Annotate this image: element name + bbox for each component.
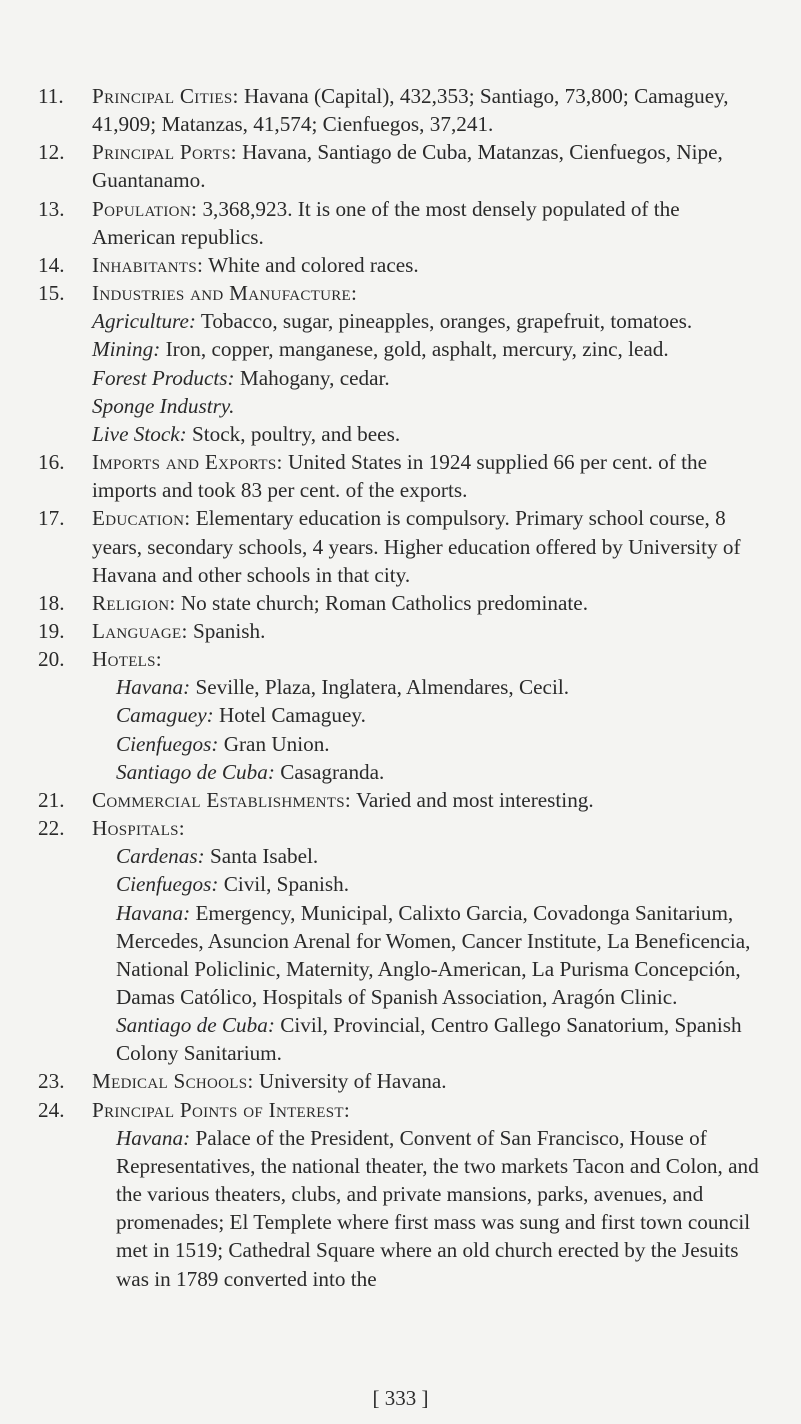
entry-text: Havana, Santiago de Cuba, Matanzas, Cienfuegos, Nipe, Guantanamo. <box>92 140 723 193</box>
entry-number: 15. <box>38 281 65 306</box>
entry-number: 20. <box>38 647 65 672</box>
entry-heading: Principal Cities: <box>92 84 239 108</box>
entry-text: Elementary education is compulsory. Primary school course, 8 years, secondary schools, 4 years. Higher education offered by University of Havana and other schools in that city. <box>92 506 741 587</box>
entry-text: Spanish. <box>187 618 266 643</box>
hotel-city: Santiago de Cuba: <box>116 759 275 784</box>
entry-heading: Hotels: <box>92 647 162 672</box>
page-body <box>38 82 764 1293</box>
entry-number: 11. <box>38 84 64 108</box>
entry-number: 22. <box>38 816 65 841</box>
industry-label: Sponge Industry. <box>92 393 235 418</box>
hotel-item <box>92 673 764 701</box>
hospital-city: Cienfuegos: <box>116 872 219 897</box>
industry-label: Agriculture: <box>92 309 196 334</box>
industry-text: Iron, copper, manganese, gold, asphalt, mercury, zinc, lead. <box>160 337 669 362</box>
entry-text: United States in 1924 supplied 66 per cent. of the imports and took 83 per cent. of the exports. <box>92 450 707 503</box>
hospital-text: Emergency, Municipal, Calixto Garcia, Covadonga Sanitarium, Mercedes, Asuncion Arenal for Women, Cancer Institute, La Beneficencia, National Policlinic, Maternity, Anglo-American, La Purisma Concepción, Damas Católico, Hospitals of Spanish Association, Aragón Clinic. <box>116 900 751 1009</box>
industry-item <box>92 392 764 420</box>
industry-item <box>92 420 764 448</box>
entry-text: University of Havana. <box>253 1069 447 1094</box>
entry-imports-exports <box>38 448 764 504</box>
point-city: Havana: <box>116 1125 191 1150</box>
entry-principal-ports <box>38 138 764 194</box>
entry-principal-cities <box>38 82 764 138</box>
point-item <box>92 1124 764 1293</box>
entry-heading: Principal Ports: <box>92 140 237 165</box>
hospital-text: Civil, Provincial, Centro Gallego Sanatorium, Spanish Colony Sanitarium. <box>116 1013 742 1066</box>
entry-text: Havana (Capital), 432,353; Santiago, 73,800; Camaguey, 41,909; Matanzas, 41,574; Cienfuegos, 37,241. <box>92 84 729 137</box>
entry-heading: Language: <box>92 618 188 643</box>
industry-text: Mahogany, cedar. <box>234 365 390 390</box>
entry-number: 16. <box>38 450 65 475</box>
entry-heading: Religion: <box>92 590 176 615</box>
hospital-text: Civil, Spanish. <box>218 872 350 897</box>
entry-heading: Hospitals: <box>92 816 185 841</box>
hospital-city: Cardenas: <box>116 844 205 869</box>
hotel-item <box>92 730 764 758</box>
point-text: Palace of the President, Convent of San Francisco, House of Representatives, the national theater, the two markets Tacon and Colon, and the various theaters, clubs, and private mansions, parks, avenues, and promenades; El Templete where first mass was sung and first town council met in 1519; Cathedral Square where an old church erected by the Jesuits was in 1789 converted into the <box>116 1125 759 1291</box>
entry-heading: Inhabitants: <box>92 252 204 277</box>
industry-label: Mining: <box>92 337 161 362</box>
industry-item <box>92 307 764 335</box>
entry-text: White and colored races. <box>203 252 419 277</box>
industry-text: Stock, poultry, and bees. <box>186 421 401 446</box>
entry-hotels <box>38 645 764 786</box>
entry-heading: Principal Points of Interest: <box>92 1097 351 1122</box>
entry-population <box>38 195 764 251</box>
entry-number: 23. <box>38 1069 65 1094</box>
hospital-city: Havana: <box>116 900 191 925</box>
entry-number: 24. <box>38 1097 65 1122</box>
hotel-text: Hotel Camaguey. <box>213 703 366 728</box>
industry-text: Tobacco, sugar, pineapples, oranges, grapefruit, tomatoes. <box>195 309 693 334</box>
entry-number: 12. <box>38 140 65 165</box>
entry-points-of-interest <box>38 1096 764 1293</box>
hospital-item <box>92 842 764 870</box>
entry-number: 13. <box>38 196 65 221</box>
entry-number: 19. <box>38 618 65 643</box>
entry-heading: Imports and Exports: <box>92 450 283 475</box>
entry-hospitals <box>38 814 764 1067</box>
entry-number: 18. <box>38 590 65 615</box>
industry-label: Forest Products: <box>92 365 235 390</box>
hotel-text: Seville, Plaza, Inglatera, Almendares, Cecil. <box>190 675 570 700</box>
hotel-city: Havana: <box>116 675 191 700</box>
hotel-item <box>92 758 764 786</box>
hotel-item <box>92 701 764 729</box>
entry-text: Varied and most interesting. <box>351 787 594 812</box>
hospital-text: Santa Isabel. <box>204 844 319 869</box>
entry-commercial <box>38 786 764 814</box>
hotel-text: Casagranda. <box>274 759 385 784</box>
entry-heading: Commercial Establishments: <box>92 787 352 812</box>
entry-number: 14. <box>38 252 65 277</box>
hospital-city: Santiago de Cuba: <box>116 1013 275 1038</box>
hotel-city: Camaguey: <box>116 703 214 728</box>
entry-heading: Education: <box>92 506 191 531</box>
page-number: [ 333 ] <box>372 1386 429 1410</box>
industry-item <box>92 335 764 363</box>
hotel-text: Gran Union. <box>218 731 330 756</box>
entry-industries <box>38 279 764 448</box>
industry-item <box>92 364 764 392</box>
entry-language <box>38 617 764 645</box>
entry-number: 17. <box>38 506 65 531</box>
entry-inhabitants <box>38 251 764 279</box>
hospital-item <box>92 899 764 1012</box>
hospital-item <box>92 870 764 898</box>
entry-medical-schools <box>38 1067 764 1095</box>
entry-heading: Industries and Manufacture: <box>92 281 358 306</box>
entry-religion <box>38 589 764 617</box>
entry-number: 21. <box>38 787 65 812</box>
hospital-item <box>92 1011 764 1067</box>
entry-education <box>38 504 764 588</box>
entry-text: No state church; Roman Catholics predominate. <box>175 590 589 615</box>
entry-heading: Medical Schools: <box>92 1069 254 1094</box>
hotel-city: Cienfuegos: <box>116 731 219 756</box>
entry-heading: Population: <box>92 196 198 221</box>
entry-text: 3,368,923. It is one of the most densely populated of the American republics. <box>92 196 680 249</box>
industry-label: Live Stock: <box>92 421 187 446</box>
